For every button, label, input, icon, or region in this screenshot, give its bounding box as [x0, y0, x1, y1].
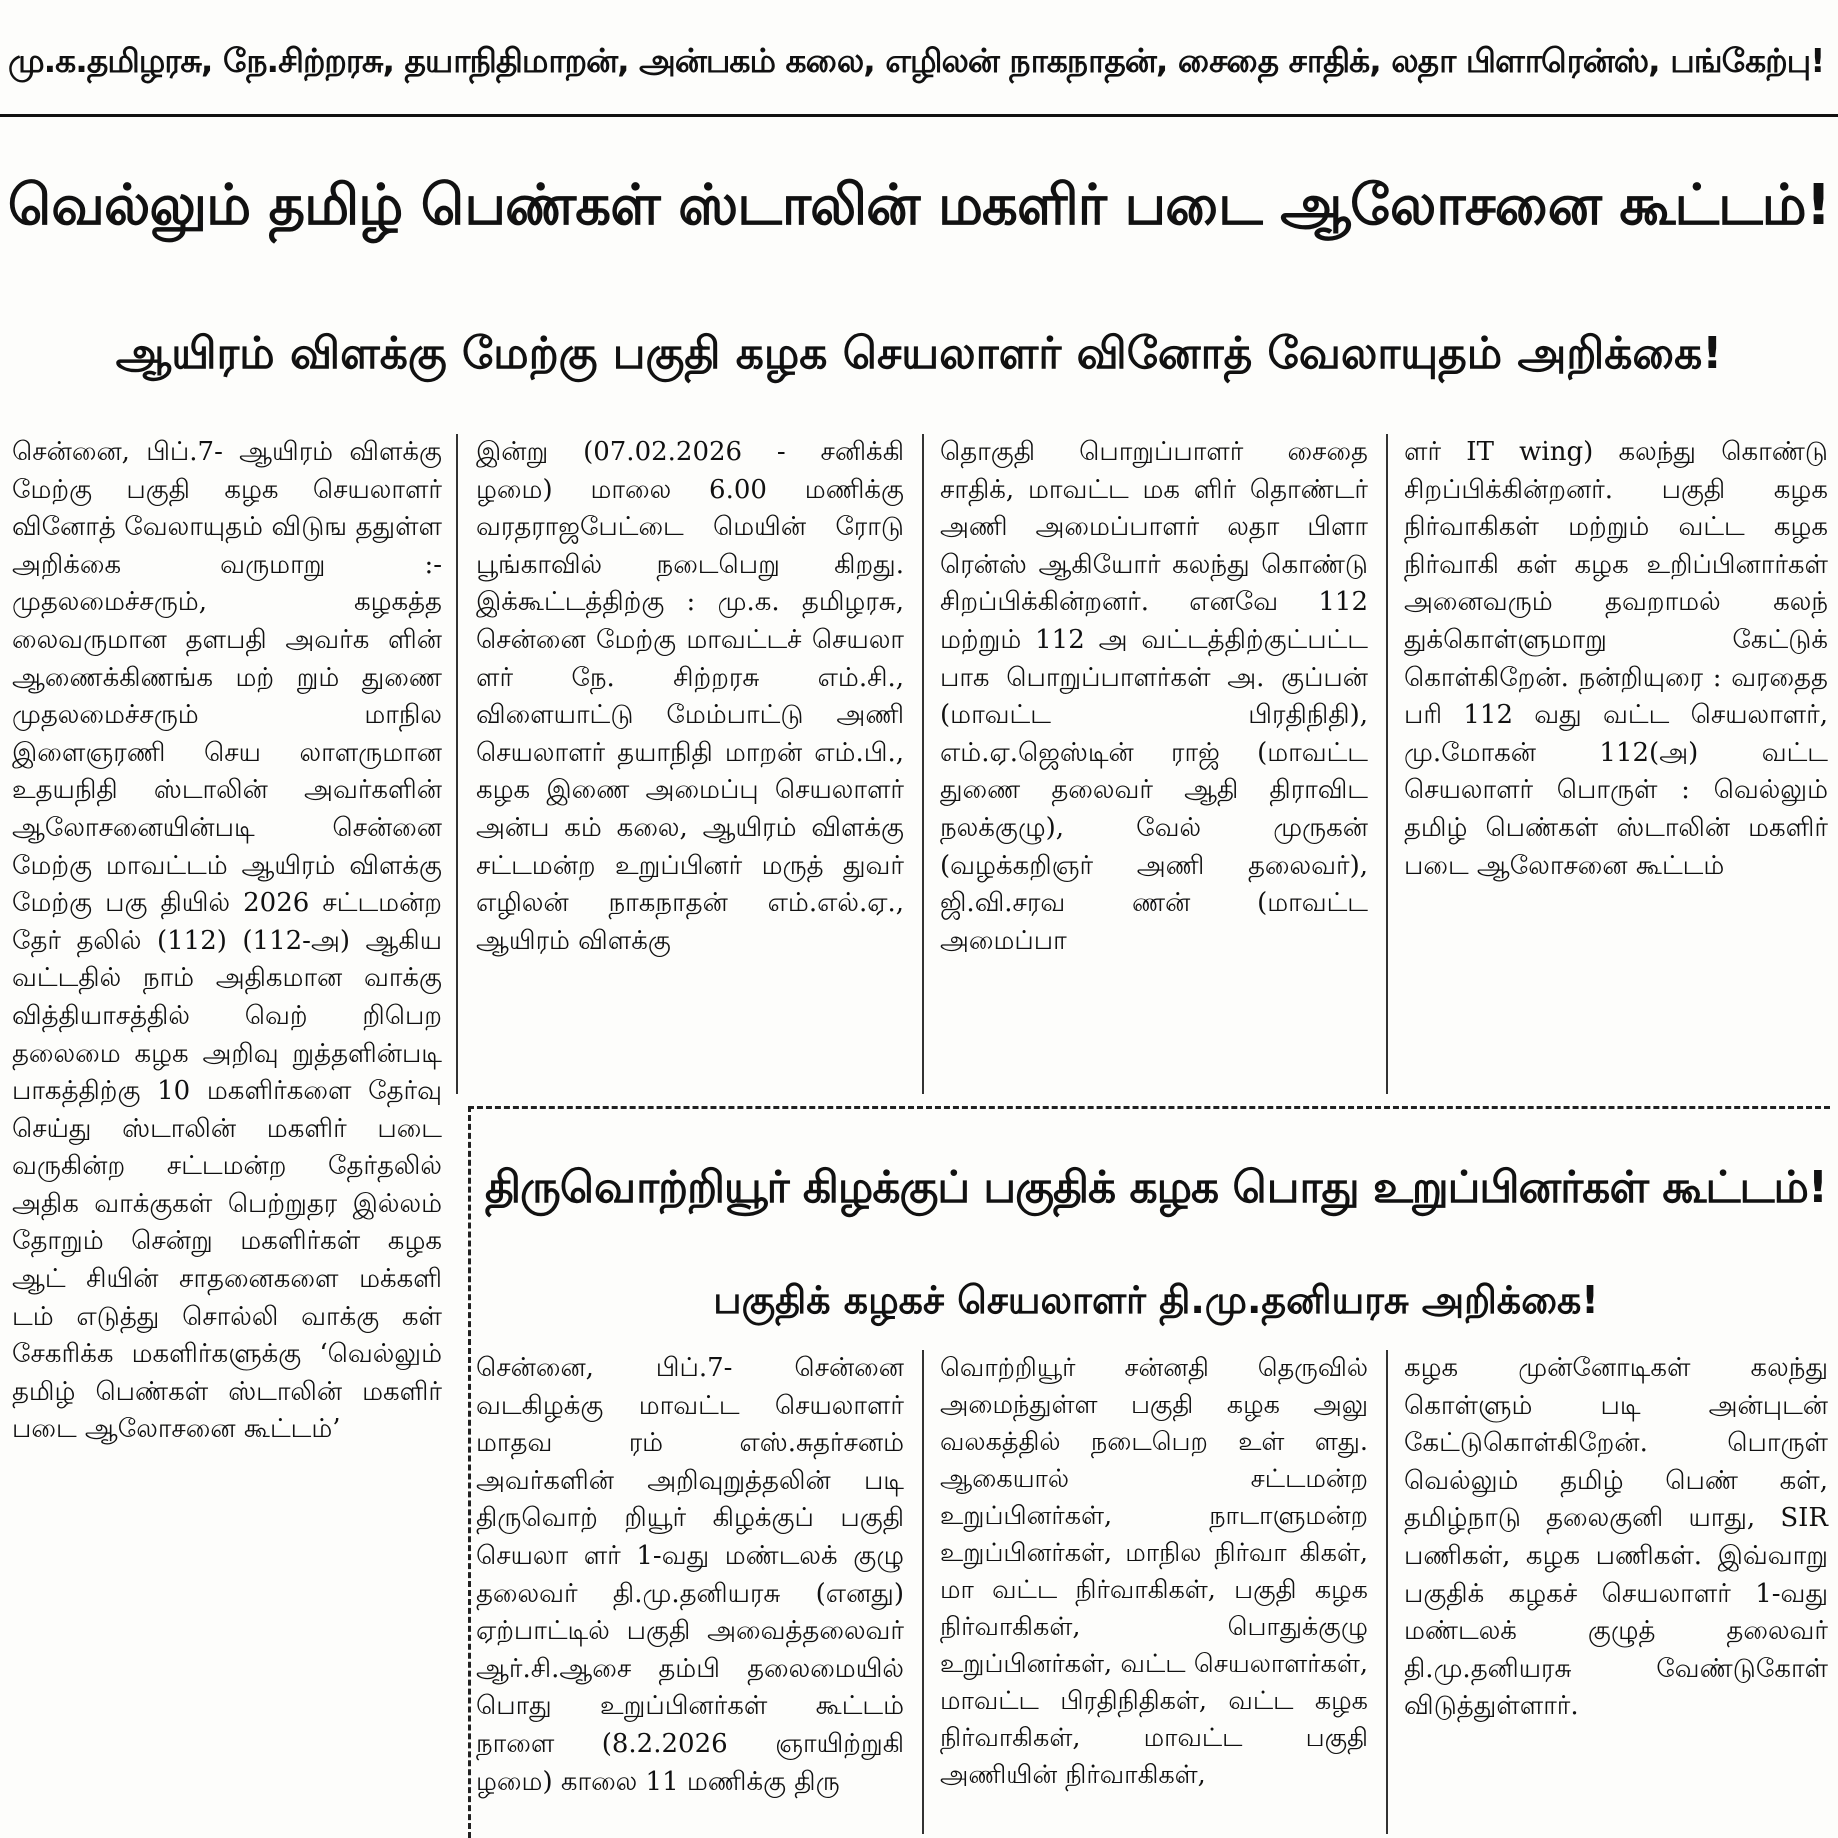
article2-column-1: [476, 1350, 904, 1834]
column-rule-5: [1386, 1350, 1388, 1834]
article1-column-1: [12, 434, 442, 1834]
column-rule-1: [456, 434, 458, 1094]
article2-box-left-border: [468, 1106, 471, 1838]
article1-headline: வெல்லும் தமிழ் பெண்கள் ஸ்டாலின் மகளிர் படை ஆலோசனை கூட்டம்!: [7, 173, 1831, 238]
article2-col2-text: வொற்றியூர் சன்னதி தெருவில் அமைந்துள்ள பகுதி கழக அலு வலகத்தில் நடைபெற உள் ளது. ஆகையால் சட்டமன்ற உறுப்பினர்கள், நாடாளுமன்ற உறுப்பினர்கள், மாநில நிர்வா கிகள், மா வட்ட நிர்வாகிகள், பகுதி கழக நிர்வாகிகள், பொதுக்குழு உறுப்பினர்கள், வட்ட செயலாளர்கள், மாவட்ட பிரதிநிதிகள், வட்ட கழக நிர்வாகிகள், மாவட்ட பகுதி அணியின் நிர்வாகிகள்,: [940, 1353, 1368, 1790]
article1-col3-text: தொகுதி பொறுப்பாளர் சைதை சாதிக், மாவட்ட மக ளிர் தொண்டர் அணி அமைப்பாளர் லதா பிளா ரென்ஸ் ஆகியோர் கலந்து கொண்டு சிறப்பிக்கின்றனர். எனவே 112 மற்றும் 112 அ வட்டத்திற்குட்பட்ட பாக பொறுப்பாளர்கள் அ. குப்பன் (மாவட்ட பிரதிநிதி), எம்.ஏ.ஜெஸ்டின் ராஜ் (மாவட்ட துணை தலைவர் ஆதி திராவிட நலக்குழு), வேல் முருகன் (வழக்கறிஞர் அணி தலைவர்), ஜி.வி.சரவ ணன் (மாவட்ட அமைப்பா: [940, 437, 1368, 956]
article1-col2-text: இன்று (07.02.2026 - சனிக்கி ழமை) மாலை 6.00 மணிக்கு வரதராஜபேட்டை மெயின் ரோடு பூங்காவில் நடைபெறு கிறது. இக்கூட்டத்திற்கு : மு.க. தமிழரசு, சென்னை மேற்கு மாவட்டச் செயலா ளர் நே. சிற்றரசு எம்.சி., விளையாட்டு மேம்பாட்டு அணி செயலாளர் தயாநிதி மாறன் எம்.பி., கழக இணை அமைப்பு செயலாளர் அன்ப கம் கலை, ஆயிரம் விளக்கு சட்டமன்ற உறுப்பினர் மருத் துவர் எழிலன் நாகநாதன் எம்.எல்.ஏ., ஆயிரம் விளக்கு: [476, 437, 904, 956]
article2-subhead: பகுதிக் கழகச் செயலாளர் தி.மு.தனியரசு அறிக்கை!: [713, 1278, 1599, 1322]
article2-column-2: [940, 1350, 1368, 1834]
article2-col3-text: கழக முன்னோடிகள் கலந்து கொள்ளும் படி அன்புடன் கேட்டுகொள்கிறேன். பொருள் வெல்லும் தமிழ் பெண் கள், தமிழ்நாடு தலைகுனி யாது, SIR பணிகள், கழக பணிகள். இவ்வாறு பகுதிக் கழகச் செயலாளர் 1-வது மண்டலக் குழுத் தலைவர் தி.மு.தனியரசு வேண்டுகோள் விடுத்துள்ளார்.: [1404, 1353, 1828, 1722]
article1-col4-text: ளர் IT wing) கலந்து கொண்டு சிறப்பிக்கின்றனர். பகுதி கழக நிர்வாகிகள் மற்றும் வட்ட கழக நிர்வாகி கள் கழக உறிப்பினார்கள் அனைவரும் தவறாமல் கலந் துக்கொள்ளுமாறு கேட்டுக் கொள்கிறேன். நன்றியுரை : வரதைத பரி 112 வது வட்ட செயலாளர், மு.மோகன் 112(அ) வட்ட செயலாளர் பொருள் : வெல்லும் தமிழ் பெண்கள் ஸ்டாலின் மகளிர் படை ஆலோசனை கூட்டம்: [1404, 437, 1828, 881]
top-rule: [0, 114, 1838, 117]
column-rule-4: [922, 1350, 924, 1834]
article1-column-4: [1404, 434, 1828, 1094]
article2-headline: திருவொற்றியூர் கிழக்குப் பகுதிக் கழக பொது உறுப்பினர்கள் கூட்டம்!: [484, 1162, 1827, 1213]
column-rule-2: [922, 434, 924, 1094]
article2-col1-text: சென்னை, பிப்.7- சென்னை வடகிழக்கு மாவட்ட செயலாளர் மாதவ ரம் எஸ்.சுதர்சனம் அவர்களின் அறிவுறுத்தலின் படி திருவொற் றியூர் கிழக்குப் பகுதி செயலா ளர் 1-வது மண்டலக் குழு தலைவர் தி.மு.தனியரசு (எனது) ஏற்பாட்டில் பகுதி அவைத்தலைவர் ஆர்.சி.ஆசை தம்பி தலைமையில் பொது உறுப்பினர்கள் கூட்டம் நாளை (8.2.2026 ஞாயிற்றுகி ழமை) காலை 11 மணிக்கு திரு: [476, 1353, 904, 1797]
article1-column-2: [476, 434, 904, 1094]
article2-box-top-border: [468, 1106, 1830, 1109]
article1-subhead: ஆயிரம் விளக்கு மேற்கு பகுதி கழக செயலாளர் வினோத் வேலாயுதம் அறிக்கை!: [115, 328, 1723, 379]
article2-column-3: [1404, 1350, 1828, 1834]
article1-col1-text: சென்னை, பிப்.7- ஆயிரம் விளக்கு மேற்கு பகுதி கழக செயலாளர் வினோத் வேலாயுதம் விடுங ததுள்ள அறிக்கை வருமாறு :- முதலமைச்சரும், கழகத்த லைவருமான தளபதி அவர்க ளின் ஆணைக்கிணங்க மற் றும் துணை முதலமைச்சரும் மாநில இளைஞரணி செய லாளருமான உதயநிதி ஸ்டாலின் அவர்களின் ஆலோசனையின்படி சென்னை மேற்கு மாவட்டம் ஆயிரம் விளக்கு மேற்கு பகு தியில் 2026 சட்டமன்ற தேர் தலில் (112) (112-அ) ஆகிய வட்டதில் நாம் அதிகமான வாக்கு வித்தியாசத்தில் வெற் றிபெற தலைமை கழக அறிவு றுத்தளின்படி பாகத்திற்கு 10 மகளிர்களை தேர்வு செய்து ஸ்டாலின் மகளிர் படை வருகின்ற சட்டமன்ற தேர்தலில் அதிக வாக்குகள் பெற்றுதர இல்லம் தோறும் சென்று மகளிர்கள் கழக ஆட் சியின் சாதனைகளை மக்களி டம் எடுத்து சொல்லி வாக்கு கள் சேகரிக்க மகளிர்களுக்கு ‘வெல்லும் தமிழ் பெண்கள் ஸ்டாலின் மகளிர் படை ஆலோசனை கூட்டம்’: [12, 437, 442, 1445]
article1-column-3: [940, 434, 1368, 1094]
column-rule-3: [1386, 434, 1388, 1094]
top-names-strip: மு.க.தமிழரசு, நே.சிற்றரசு, தயாநிதிமாறன், அன்பகம் கலை, எழிலன் நாகநாதன், சைதை சாதிக், லதா பிளாரென்ஸ், பங்கேற்பு!: [8, 41, 1825, 80]
